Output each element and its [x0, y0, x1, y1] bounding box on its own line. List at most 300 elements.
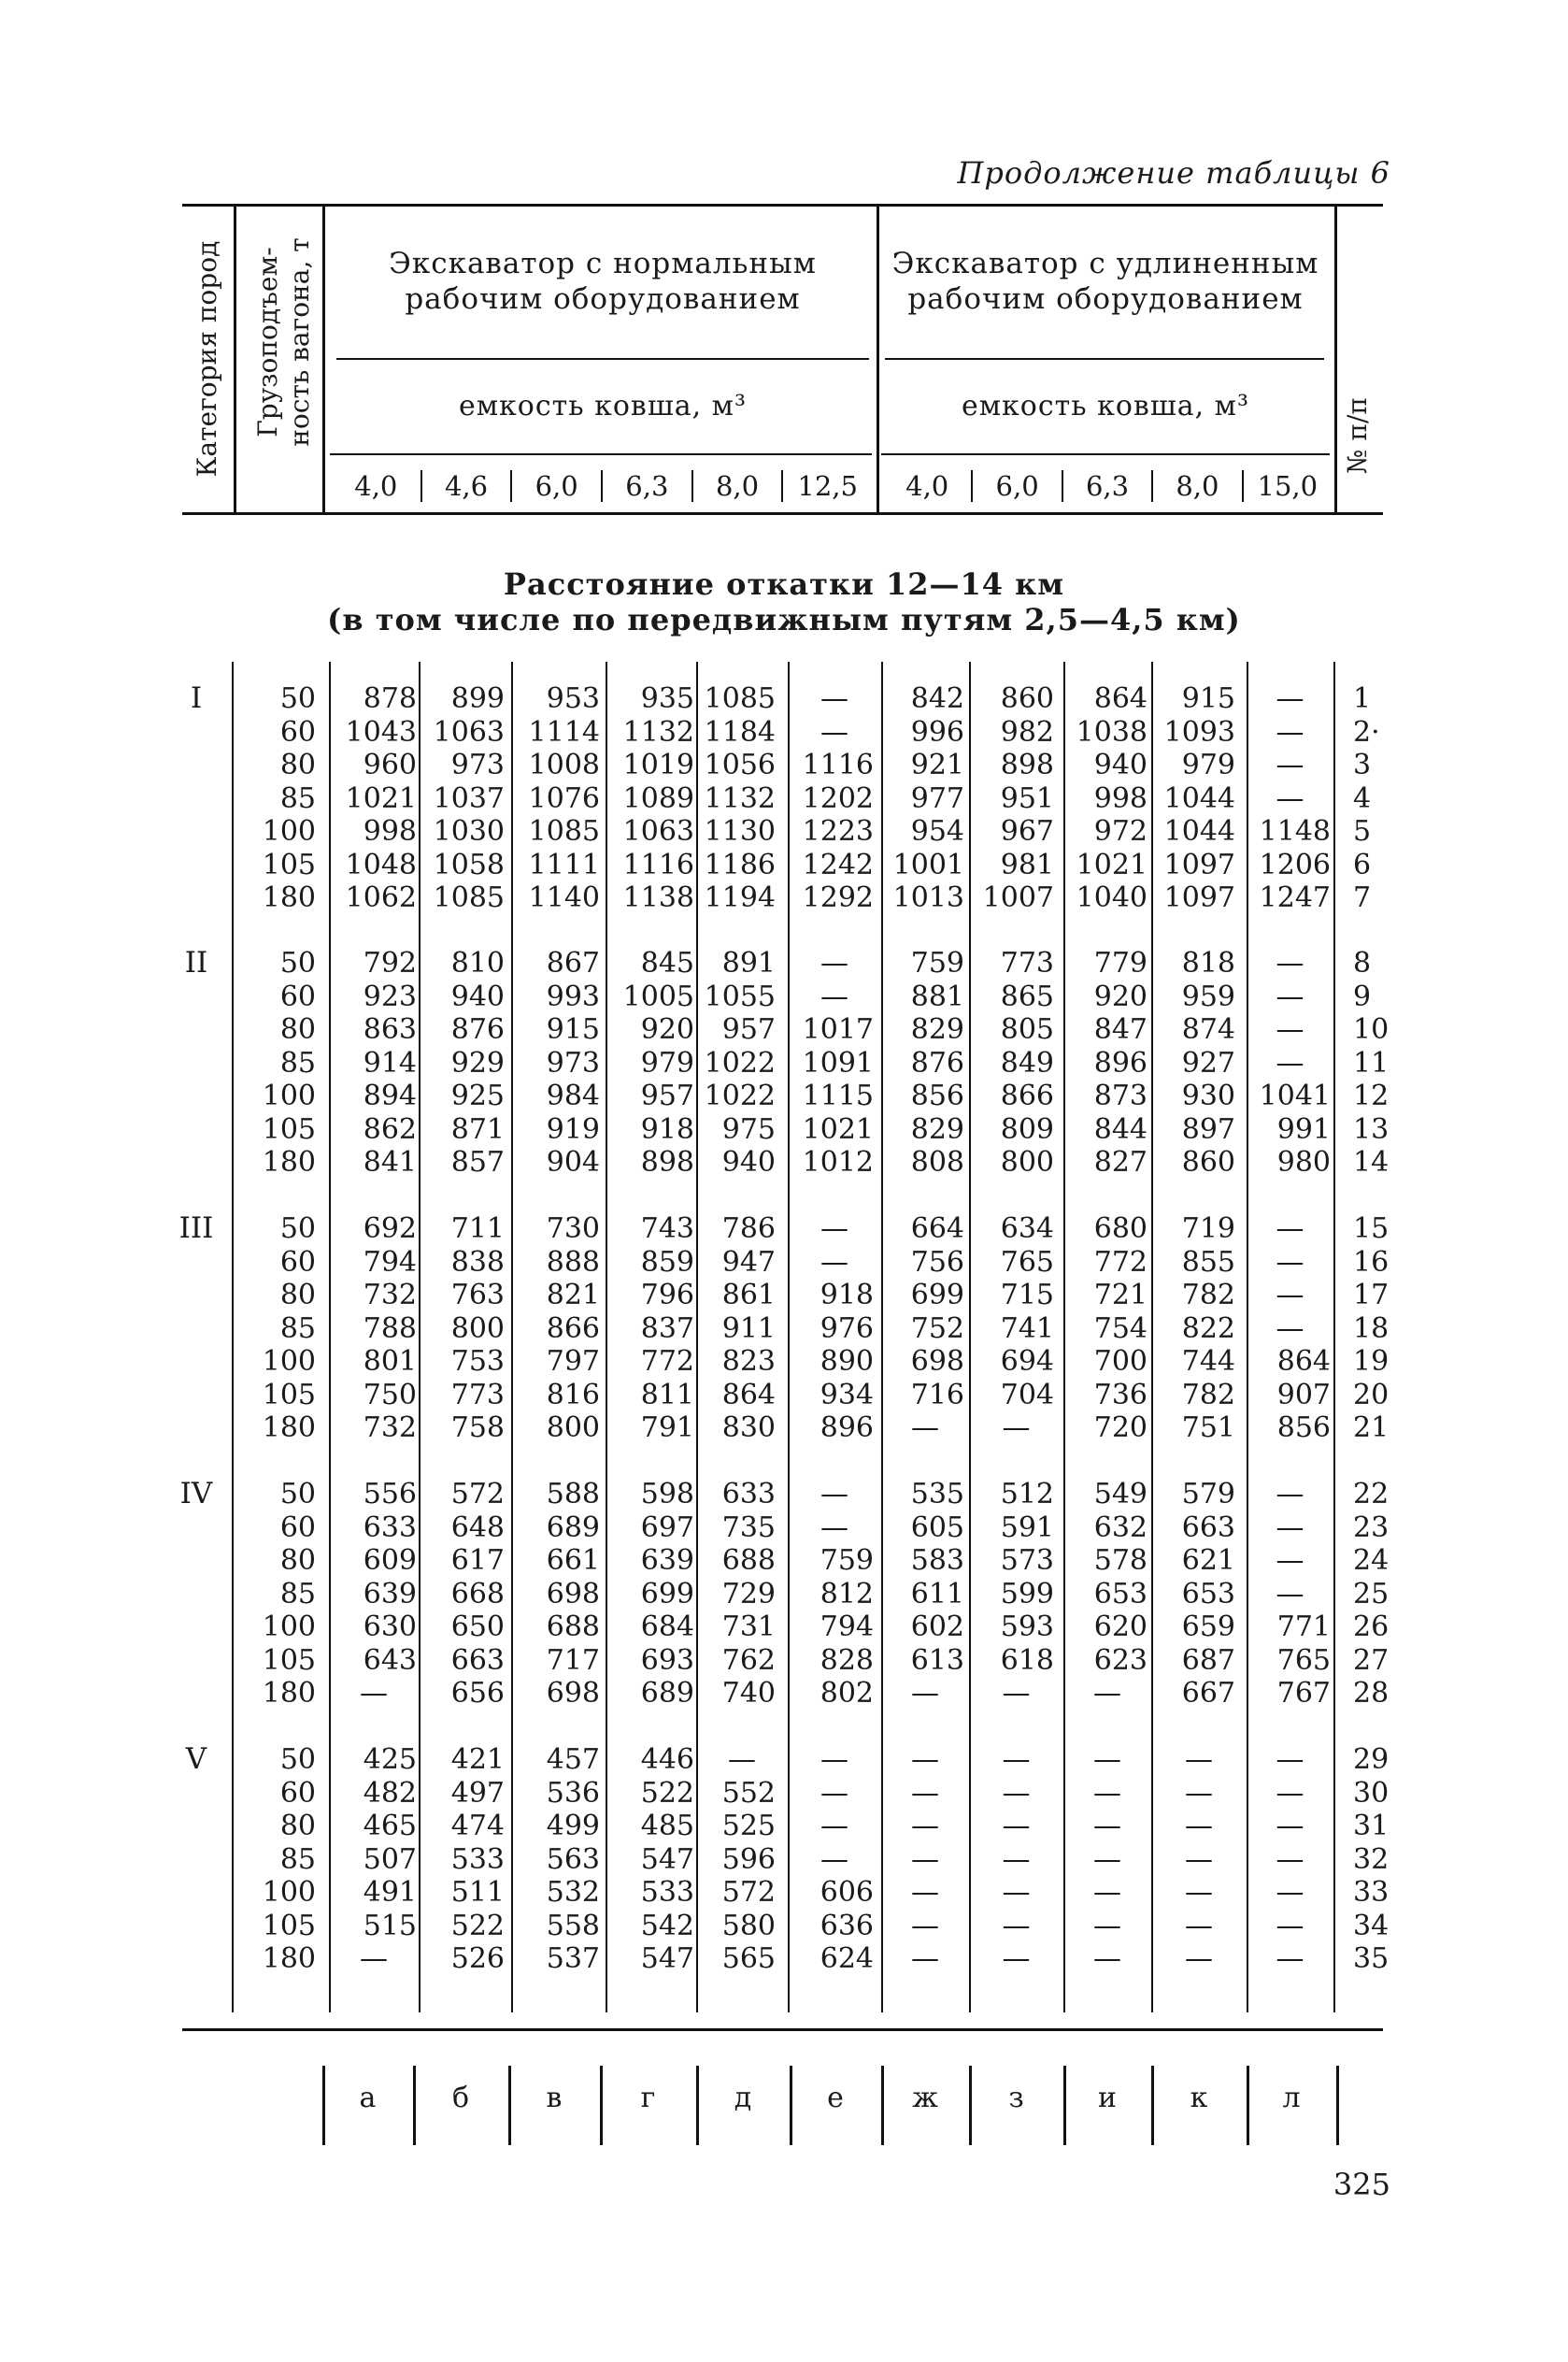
bucket-size: 8,0: [691, 470, 782, 502]
value-cell: 960: [363, 749, 417, 781]
value-cell: 1085: [704, 682, 776, 715]
value-cell: 552: [721, 1776, 776, 1810]
value-cell: —: [1185, 1842, 1213, 1876]
value-cell: 715: [1000, 1279, 1054, 1311]
value-cell: 953: [546, 682, 600, 715]
column-letter: а: [359, 2082, 377, 2114]
value-cell: 860: [1181, 1146, 1235, 1179]
value-cell: 537: [546, 1942, 600, 1975]
value-cell: 800: [1000, 1146, 1054, 1179]
value-cell: —: [911, 1776, 939, 1810]
value-cell: 1021: [1076, 848, 1147, 881]
capacity-cell: 105: [262, 848, 316, 881]
value-cell: —: [820, 1510, 848, 1544]
value-cell: 977: [910, 781, 964, 815]
capacity-cell: 50: [279, 682, 316, 715]
table-row: [0, 1810, 1568, 1843]
value-cell: 1019: [622, 749, 694, 781]
value-cell: —: [820, 980, 848, 1013]
value-cell: 829: [910, 1013, 964, 1046]
row-number-cell: 26: [1353, 1610, 1390, 1643]
value-cell: 765: [1276, 1643, 1331, 1677]
bucket-label-extended: емкость ковша, м³: [961, 390, 1250, 422]
table-row: [0, 1743, 1568, 1777]
column-letter: г: [640, 2082, 656, 2114]
value-cell: 930: [1181, 1080, 1235, 1112]
value-cell: 935: [640, 682, 694, 715]
value-cell: 692: [363, 1212, 417, 1245]
value-cell: 772: [1093, 1245, 1147, 1279]
value-cell: —: [1002, 1942, 1031, 1975]
value-cell: 1005: [622, 980, 694, 1013]
row-number-cell: 15: [1353, 1212, 1390, 1245]
value-cell: 811: [640, 1378, 694, 1411]
value-cell: 684: [640, 1610, 694, 1643]
value-cell: 759: [910, 947, 964, 980]
table-row: [0, 881, 1568, 915]
value-cell: 656: [450, 1677, 505, 1710]
bucket-size: 4,6: [421, 470, 511, 502]
table-row: [0, 947, 1568, 981]
value-cell: —: [1276, 1311, 1304, 1345]
value-cell: 1013: [892, 881, 964, 914]
value-cell: 732: [363, 1279, 417, 1311]
table-row: [0, 682, 1568, 716]
row-number-cell: 14: [1353, 1146, 1390, 1179]
value-cell: 1093: [1163, 715, 1235, 749]
value-cell: 849: [1000, 1046, 1054, 1080]
capacity-cell: 100: [262, 1610, 316, 1643]
capacity-cell: 105: [262, 1378, 316, 1411]
value-cell: 1044: [1163, 815, 1235, 848]
value-cell: 779: [1093, 947, 1147, 980]
capacity-cell: 80: [279, 749, 316, 781]
value-cell: 664: [910, 1212, 964, 1245]
value-cell: 837: [640, 1311, 694, 1345]
value-cell: 918: [820, 1279, 874, 1311]
value-cell: 1116: [802, 749, 874, 781]
value-cell: 1055: [704, 980, 776, 1013]
header-divider: [877, 207, 879, 512]
value-cell: 620: [1093, 1610, 1147, 1643]
value-cell: 897: [1181, 1112, 1235, 1146]
value-cell: —: [911, 1411, 939, 1444]
value-cell: 1021: [802, 1112, 874, 1146]
capacity-cell: 50: [279, 1743, 316, 1776]
group-normal-line1: Экскаватор с нормальным: [389, 247, 817, 280]
value-cell: 810: [450, 947, 505, 980]
table-row: [0, 749, 1568, 782]
table-row: [0, 1578, 1568, 1611]
value-cell: 653: [1181, 1577, 1235, 1610]
value-cell: 623: [1093, 1643, 1147, 1677]
value-cell: 731: [721, 1610, 776, 1643]
value-cell: —: [820, 1842, 848, 1876]
table-row: [0, 1212, 1568, 1246]
value-cell: —: [911, 1743, 939, 1776]
value-cell: —: [820, 715, 848, 749]
value-cell: 693: [640, 1643, 694, 1677]
table-header: [182, 204, 1383, 515]
row-number-cell: 34: [1353, 1909, 1390, 1942]
value-cell: —: [1185, 1876, 1213, 1909]
capacity-cell: 60: [279, 1510, 316, 1544]
capacity-cell: 85: [279, 1577, 316, 1610]
capacity-cell: 180: [262, 881, 316, 914]
header-capacity-line1: Грузоподъем-: [252, 247, 283, 437]
value-cell: 717: [546, 1643, 600, 1677]
value-cell: 754: [1093, 1311, 1147, 1345]
value-cell: 827: [1093, 1146, 1147, 1179]
table-row: [0, 1411, 1568, 1445]
value-cell: 572: [450, 1478, 505, 1510]
bucket-size: 6,0: [510, 470, 601, 502]
value-cell: 947: [721, 1245, 776, 1279]
value-cell: 547: [640, 1842, 694, 1876]
value-cell: 896: [820, 1411, 874, 1444]
value-cell: 797: [546, 1345, 600, 1378]
value-cell: 771: [1276, 1610, 1331, 1643]
value-cell: 816: [546, 1378, 600, 1411]
column-letter: и: [1098, 2082, 1117, 2114]
value-cell: 896: [1093, 1046, 1147, 1080]
value-cell: 1017: [802, 1013, 874, 1046]
row-number-cell: 9: [1353, 980, 1372, 1013]
value-cell: 782: [1181, 1279, 1235, 1311]
capacity-cell: 180: [262, 1411, 316, 1444]
capacity-cell: 50: [279, 1212, 316, 1245]
value-cell: 711: [450, 1212, 505, 1245]
value-cell: —: [1093, 1677, 1121, 1710]
table-row: [0, 1312, 1568, 1346]
value-cell: 630: [363, 1610, 417, 1643]
table-row: [0, 1379, 1568, 1412]
column-letter: е: [827, 2082, 844, 2114]
value-cell: 515: [363, 1909, 417, 1942]
value-cell: 700: [1093, 1345, 1147, 1378]
table-bottom-rule: [182, 2028, 1383, 2031]
value-cell: 556: [363, 1478, 417, 1510]
value-cell: —: [820, 1810, 848, 1842]
value-cell: 1012: [802, 1146, 874, 1179]
table-row: [0, 1246, 1568, 1280]
group-normal: [332, 246, 874, 317]
value-cell: 914: [363, 1046, 417, 1080]
row-number-cell: 12: [1353, 1080, 1390, 1112]
value-cell: 915: [1181, 682, 1235, 715]
column-letter: б: [451, 2082, 470, 2114]
value-cell: 929: [450, 1046, 505, 1080]
table-row: [0, 1610, 1568, 1644]
value-cell: 446: [640, 1743, 694, 1776]
header-divider: [330, 453, 872, 455]
value-cell: —: [1276, 1909, 1304, 1942]
row-number-cell: 24: [1353, 1544, 1390, 1577]
value-cell: 730: [546, 1212, 600, 1245]
value-cell: 741: [1000, 1311, 1054, 1345]
value-cell: 624: [820, 1942, 874, 1975]
value-cell: 1021: [345, 781, 417, 815]
value-cell: 940: [1093, 749, 1147, 781]
data-table: [0, 662, 1568, 2012]
value-cell: 752: [910, 1311, 964, 1345]
value-cell: 767: [1276, 1677, 1331, 1710]
value-cell: 759: [820, 1544, 874, 1577]
table-row: [0, 716, 1568, 750]
value-cell: —: [360, 1942, 388, 1975]
table-row: [0, 1113, 1568, 1147]
value-cell: 888: [546, 1245, 600, 1279]
value-cell: 1043: [345, 715, 417, 749]
value-cell: 533: [640, 1876, 694, 1909]
value-cell: 812: [820, 1577, 874, 1610]
capacity-cell: 60: [279, 715, 316, 749]
value-cell: 758: [450, 1411, 505, 1444]
value-cell: 735: [721, 1510, 776, 1544]
value-cell: 894: [363, 1080, 417, 1112]
value-cell: 765: [1000, 1245, 1054, 1279]
value-cell: 976: [820, 1311, 874, 1345]
value-cell: 855: [1181, 1245, 1235, 1279]
value-cell: 753: [450, 1345, 505, 1378]
row-number-cell: 18: [1353, 1311, 1390, 1345]
value-cell: 698: [910, 1345, 964, 1378]
row-number-cell: 28: [1353, 1677, 1390, 1710]
header-divider: [322, 207, 325, 512]
value-cell: —: [820, 947, 848, 980]
value-cell: 763: [450, 1279, 505, 1311]
value-cell: 533: [450, 1842, 505, 1876]
value-cell: 522: [450, 1909, 505, 1942]
value-cell: 1292: [802, 881, 874, 914]
category-label: II: [184, 946, 208, 980]
value-cell: 1076: [528, 781, 600, 815]
value-cell: 1091: [802, 1046, 874, 1080]
value-cell: 823: [721, 1345, 776, 1378]
table-row: [0, 1876, 1568, 1910]
table-row: [0, 815, 1568, 849]
value-cell: 786: [721, 1212, 776, 1245]
value-cell: 609: [363, 1544, 417, 1577]
value-cell: 598: [640, 1478, 694, 1510]
column-letter: ж: [912, 2082, 938, 2114]
value-cell: 1022: [704, 1046, 776, 1080]
value-cell: 1085: [433, 881, 505, 914]
row-number-cell: 21: [1353, 1411, 1390, 1444]
value-cell: 659: [1181, 1610, 1235, 1643]
value-cell: 891: [721, 947, 776, 980]
capacity-cell: 60: [279, 980, 316, 1013]
value-cell: —: [1002, 1411, 1031, 1444]
capacity-cell: 180: [262, 1146, 316, 1179]
value-cell: 934: [820, 1378, 874, 1411]
value-cell: 1063: [433, 715, 505, 749]
value-cell: —: [1276, 781, 1304, 815]
table-row: [0, 1910, 1568, 1943]
value-cell: 975: [721, 1112, 776, 1146]
value-cell: 721: [1093, 1279, 1147, 1311]
value-cell: 583: [910, 1544, 964, 1577]
value-cell: —: [1276, 1279, 1304, 1311]
capacity-cell: 180: [262, 1942, 316, 1975]
value-cell: 499: [546, 1810, 600, 1842]
table-row: [0, 1843, 1568, 1877]
value-cell: 860: [1000, 682, 1054, 715]
value-cell: —: [1002, 1743, 1031, 1776]
value-cell: 1097: [1163, 881, 1235, 914]
group-extended-line1: Экскаватор с удлиненным: [891, 247, 1319, 280]
value-cell: 1186: [704, 848, 776, 881]
value-cell: 981: [1000, 848, 1054, 881]
value-cell: 830: [721, 1411, 776, 1444]
value-cell: 845: [640, 947, 694, 980]
table-row: [0, 1777, 1568, 1811]
value-cell: 876: [450, 1013, 505, 1046]
value-cell: 857: [450, 1146, 505, 1179]
bucket-size: 6,3: [601, 470, 691, 502]
value-cell: 593: [1000, 1610, 1054, 1643]
table-row: [0, 1345, 1568, 1379]
value-cell: 940: [721, 1146, 776, 1179]
value-cell: 1132: [704, 781, 776, 815]
value-cell: 863: [363, 1013, 417, 1046]
value-cell: 699: [640, 1577, 694, 1610]
table-row: [0, 1942, 1568, 1976]
bucket-size: 6,3: [1062, 470, 1151, 502]
value-cell: 979: [1181, 749, 1235, 781]
value-cell: 842: [910, 682, 964, 715]
value-cell: 980: [1276, 1146, 1331, 1179]
value-cell: 998: [1093, 781, 1147, 815]
value-cell: 1022: [704, 1080, 776, 1112]
value-cell: 991: [1276, 1112, 1331, 1146]
value-cell: 915: [546, 1013, 600, 1046]
value-cell: 773: [1000, 947, 1054, 980]
table-row: [0, 1080, 1568, 1113]
table-row: [0, 782, 1568, 816]
value-cell: 634: [1000, 1212, 1054, 1245]
value-cell: 588: [546, 1478, 600, 1510]
value-cell: 580: [721, 1909, 776, 1942]
value-cell: 993: [546, 980, 600, 1013]
value-cell: 1115: [802, 1080, 874, 1112]
value-cell: 1085: [528, 815, 600, 848]
capacity-cell: 80: [279, 1279, 316, 1311]
value-cell: 512: [1000, 1478, 1054, 1510]
value-cell: 744: [1181, 1345, 1235, 1378]
capacity-cell: 85: [279, 1311, 316, 1345]
value-cell: —: [820, 1478, 848, 1510]
value-cell: 596: [721, 1842, 776, 1876]
row-number-cell: 2·: [1353, 715, 1380, 749]
value-cell: 565: [721, 1942, 776, 1975]
row-number-cell: 17: [1353, 1279, 1390, 1311]
value-cell: —: [1185, 1776, 1213, 1810]
category-label: V: [185, 1742, 207, 1776]
value-cell: —: [1276, 1478, 1304, 1510]
section-title-line1: Расстояние откатки 12—14 км: [503, 566, 1065, 602]
value-cell: 736: [1093, 1378, 1147, 1411]
value-cell: 1041: [1259, 1080, 1331, 1112]
value-cell: —: [1185, 1909, 1213, 1942]
value-cell: 720: [1093, 1411, 1147, 1444]
value-cell: 485: [640, 1810, 694, 1842]
row-number-cell: 13: [1353, 1112, 1390, 1146]
column-letter: л: [1282, 2082, 1301, 2114]
value-cell: 957: [640, 1080, 694, 1112]
value-cell: 940: [450, 980, 505, 1013]
value-cell: 805: [1000, 1013, 1054, 1046]
value-cell: 1008: [528, 749, 600, 781]
value-cell: —: [820, 1245, 848, 1279]
value-cell: 1001: [892, 848, 964, 881]
value-cell: 688: [546, 1610, 600, 1643]
value-cell: 525: [721, 1810, 776, 1842]
value-cell: 719: [1181, 1212, 1235, 1245]
capacity-cell: 60: [279, 1245, 316, 1279]
value-cell: 639: [363, 1577, 417, 1610]
value-cell: 802: [820, 1677, 874, 1710]
value-cell: 844: [1093, 1112, 1147, 1146]
value-cell: 876: [910, 1046, 964, 1080]
value-cell: 680: [1093, 1212, 1147, 1245]
value-cell: 579: [1181, 1478, 1235, 1510]
capacity-cell: 80: [279, 1810, 316, 1842]
value-cell: 874: [1181, 1013, 1235, 1046]
value-cell: 661: [546, 1544, 600, 1577]
value-cell: —: [1276, 1212, 1304, 1245]
value-cell: 841: [363, 1146, 417, 1179]
value-cell: 687: [1181, 1643, 1235, 1677]
value-cell: —: [1276, 1245, 1304, 1279]
value-cell: 873: [1093, 1080, 1147, 1112]
value-cell: —: [1093, 1842, 1121, 1876]
value-cell: 859: [640, 1245, 694, 1279]
capacity-cell: 100: [262, 1345, 316, 1378]
value-cell: 972: [1093, 815, 1147, 848]
value-cell: 920: [1093, 980, 1147, 1013]
value-cell: 1206: [1259, 848, 1331, 881]
value-cell: —: [1002, 1677, 1031, 1710]
value-cell: 605: [910, 1510, 964, 1544]
value-cell: 808: [910, 1146, 964, 1179]
value-cell: 698: [546, 1577, 600, 1610]
header-divider: [881, 453, 1330, 455]
value-cell: 491: [363, 1876, 417, 1909]
value-cell: 698: [546, 1677, 600, 1710]
table-row: [0, 1677, 1568, 1711]
value-cell: 639: [640, 1544, 694, 1577]
column-letter-row: [0, 2066, 1568, 2131]
value-cell: 1048: [345, 848, 417, 881]
value-cell: —: [1093, 1909, 1121, 1942]
value-cell: 704: [1000, 1378, 1054, 1411]
row-number-cell: 7: [1353, 881, 1372, 914]
value-cell: 809: [1000, 1112, 1054, 1146]
value-cell: 482: [363, 1776, 417, 1810]
value-cell: 549: [1093, 1478, 1147, 1510]
value-cell: 511: [450, 1876, 505, 1909]
row-number-cell: 1: [1353, 682, 1372, 715]
value-cell: 633: [721, 1478, 776, 1510]
row-number-cell: 8: [1353, 947, 1372, 980]
value-cell: 689: [640, 1677, 694, 1710]
row-number-cell: 20: [1353, 1378, 1390, 1411]
value-cell: 643: [363, 1643, 417, 1677]
value-cell: 967: [1000, 815, 1054, 848]
value-cell: 788: [363, 1311, 417, 1345]
row-number-cell: 5: [1353, 815, 1372, 848]
